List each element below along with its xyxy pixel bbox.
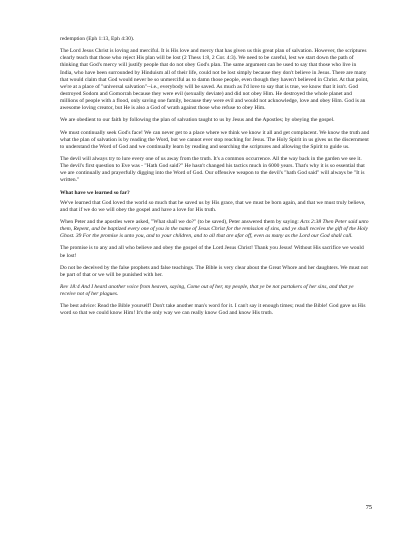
paragraph-obedient: We are obedient to our faith by following the plan of salvation taught to us by Jesus and the Apostles; by obeying the gospel.: [60, 117, 335, 124]
paragraph-learned: We've learned that God loved the world so much that he saved us by His grace, that we must be born again, and that we must truly believe, and that if we do we will obey the gospel and have a love for His truth.: [60, 199, 366, 213]
rev-quote: Rev 18:4 And I heard another voice from heaven, saying, Come out of her, my people, that ye be not partakers of her sins, and that ye receive not of her plagues.: [60, 283, 354, 298]
paragraph-loving-merciful: The Lord Jesus Christ is loving and merciful. It is His love and mercy that has given us this great plan of salvation. However, the scriptures clearly teach that those who reject His plan will be lost (2 Thess 1:8, 2 Cor. 4:3). We need to be careful, lest we start down the path of thinking that God's mercy will justify people that do not obey God's plan. The same argument can be used to say that those who live in India, who have been surrounded by Hinduism all of their life, could not be lost simply because they don't believe in Jesus. There are many that would claim that God would never be so unmerciful as to damn those people, even though they haven't believed in Christ. At that point, we're at a place of "universal salvation"--i.e., everybody will be saved. As much as I'd love to say that is true, we know that it isn't. God destroyed Sodom and Gomorrah because they were evil (sexually deviate) and did not obey Him. He destroyed the whole planet and millions of people with a flood, only saving one family, because they were evil and would not acknowledge, love and obey Him. God is an awesome loving creator, but He is also a God of wrath against those who refuse to obey Him.: [60, 48, 369, 112]
page-number: 75: [365, 504, 372, 511]
paragraph-redemption: redemption (Eph 1:13, Eph 4:30).: [60, 36, 135, 42]
paragraph-promise: The promise is to any and all who believe and obey the gospel of the Lord Jesus Christ! Thank you Jesus! Without His sacrifice we would be lost!: [60, 245, 364, 259]
paragraph-deceived: Do not be deceived by the false prophets and false teachings. The Bible is very clear about the Great Whore and her daughters. We must not be part of that or we will be punished with her.: [60, 264, 368, 278]
section-heading: What have we learned so far?: [60, 189, 130, 196]
paragraph-peter-answer: [60, 219, 370, 240]
paragraph-seek-gods-face: We must continually seek God's face! We can never get to a place where we think we know it all and get complacent. We know the truth and what the plan of salvation is by reading the Word, but we cannot ever stop reaching for Jesus. The Holy Spirit in us gives us the discernment to understand the Word of God and we continually learn by reading and searching the scriptures and allowing the Spirit to guide us.: [60, 129, 370, 150]
paragraph-best-advice: The best advice: Read the Bible yourself! Don't take another man's word for it. I can't say it enough times; read the Bible! God gave us His word so that we could know Him! It's the only way we can really know God and know His truth.: [60, 303, 366, 317]
paragraph-devil-lure: The devil will always try to lure every one of us away from the truth. It's a common occurrence. All the way back in the garden we see it. The devil's first question to Eve was - "Hath God said?" He hasn't changed his tactics much in 6000 years. That's why it is so essential that we are continually and prayerfully digging into the Word of God. Our offensive weapon to the devil's "hath God said" will always be "It is written.": [60, 155, 365, 184]
paragraph-rev-quote: [60, 284, 370, 298]
acts-quote: Acts 2:38 Then Peter said unto them, Repent, and be baptized every one of you in the name of Jesus Christ for the remission of sins, and ye shall receive the gift of the Holy Ghost. 39 For the promise is unto you, and to your children, and to all that are afar off, even as many as the Lord our God shall call.: [60, 218, 369, 240]
paragraph-peter-text: When Peter and the apostles were asked, "What shall we do?" (to be saved), Peter answered them by saying:: [60, 218, 301, 225]
